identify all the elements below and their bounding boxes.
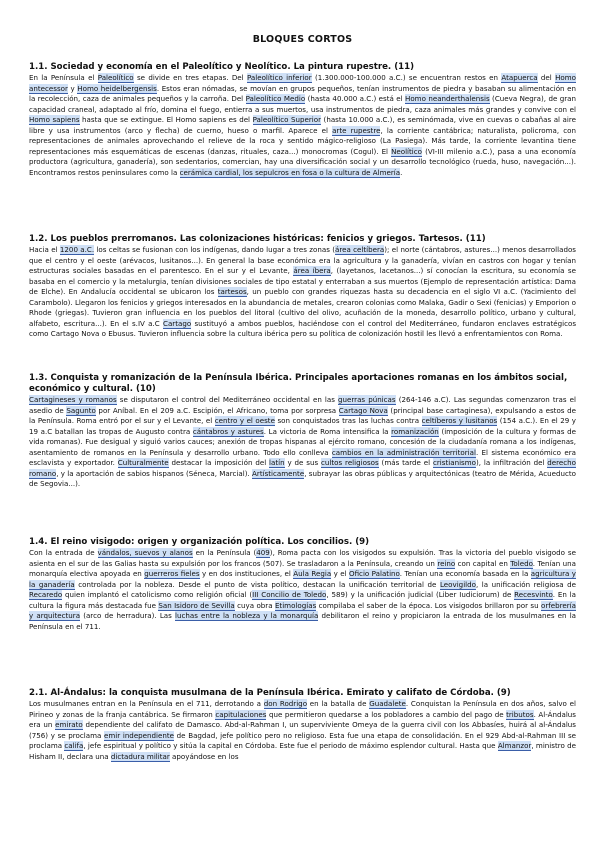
highlighted-term: Almanzor bbox=[497, 741, 532, 751]
highlighted-term: Paleolítico bbox=[97, 73, 134, 82]
highlighted-term: arte rupestre bbox=[332, 125, 381, 135]
highlighted-term: Aula Regia bbox=[293, 569, 332, 579]
highlighted-term: 409 bbox=[256, 548, 270, 557]
highlighted-term: Atapuerca bbox=[501, 73, 538, 82]
highlighted-term: capitulaciones bbox=[215, 709, 267, 719]
highlighted-term: guerreros fieles bbox=[144, 569, 200, 579]
highlighted-term: Homo heidelbergensis bbox=[77, 83, 157, 93]
section-1-4 bbox=[29, 537, 576, 632]
page-title: BLOQUES CORTOS bbox=[252, 34, 353, 45]
highlighted-term: celtíberos y lusitanos bbox=[421, 416, 498, 426]
section-heading: 2.1. Al-Ándalus: la conquista musulmana de la Península Ibérica. Emirato y califato de Córdoba. (9) bbox=[29, 688, 511, 698]
section-heading: 1.4. El reino visigodo: origen y organización política. Los concilios. (9) bbox=[29, 537, 370, 547]
highlighted-term: Cartago bbox=[163, 318, 192, 328]
section-body: Hacia el 1200 a.C. los celtas se fusionan con los indígenas, dando lugar a tres zonas (área celtíbera); el norte (cántabros, astures...) menos desarrollados que el centro y el oeste (arévacos, lusitanos...). En general la base económica era la agricultura y la ganadería, vivían en castros con hogar y tenían estructuras sociales basadas en el parentesco. En el sur y el Levante, área íbera, (layetanos, lacetanos...) sí conocían la escritura, su economía se basaba en el comercio y la metalurgia, tenían divisiones sociales de tipo estatal y enterraban a sus muertos (Ejemplo de representación artística: Dama de Elche). En Andalucía occidental se ubicaron los tartesos, un pueblo con grandes riquezas hasta su decadencia en el siglo VI a.C. (Yacimiento del Carambolo). Llegaron los fenicios y griegos interesados en la abundancia de metales, crearon colonias como Malaka, Gadir o Sexi (fenicias) y Emporion o Rhode (griegas). Tuvieron gran influencia en los pueblos del litoral (cultivo del olivo, acuñación de la moneda, desarrollo político, urbano y cultural, alfabeto, escritura...). En el s.IV a.C Cartago sustituyó a ambos pueblos, haciéndose con el control del Mediterráneo, fundaron enclaves estratégicos como Cartago Nova o Ebusus. Tuvieron influencia sobre la cultura ibérica pero su política de colonización hostil les llevó a enfrentamientos con Roma. bbox=[29, 245, 577, 339]
highlighted-term: Artísticamente bbox=[252, 468, 305, 478]
highlighted-term: Leovigildo bbox=[439, 579, 476, 589]
section-body: Los musulmanes entran en la Península en el 711, derrotando a don Rodrigo en la batalla de Guadalete. Conquistan la Península en dos años, salvo el Pirineo y zonas de la franja cantábrica. Se firmaron capitulaciones que permitieron quedarse a los pobladores a cambio del pago de tributos. Al-Ándalus era un emirato dependiente del califato de Damasco. Abd-al-Rahman I, un superviviente Omeya de la guerra civil con los Abbasíes, huirá al al-Ándalus (756) y se proclama emir independiente de Bagdad, jefe político pero no religioso. Esta fue una etapa de consolidación. En el 929 Abd-al-Rahman III se proclama califa, jefe espiritual y político y sitúa la capital en Córdoba. Este fue el periodo de máximo esplendor cultural. Hasta que Almanzor, ministro de Hisham II, declara una dictadura militar apoyándose en los bbox=[29, 699, 577, 761]
highlighted-term: cerámica cardial, los sepulcros en fosa o la cultura de Almería bbox=[179, 167, 401, 177]
highlighted-term: Culturalmente bbox=[117, 458, 169, 468]
highlighted-term: Oficio Palatino bbox=[349, 569, 400, 579]
highlighted-term: emir independiente bbox=[104, 730, 175, 740]
highlighted-term: cambios en la administración territorial bbox=[331, 447, 476, 457]
highlighted-term: cántabros y astures bbox=[192, 426, 264, 436]
highlighted-term: reino bbox=[437, 558, 456, 568]
highlighted-term: cristianismo bbox=[432, 458, 476, 468]
highlighted-term: cultos religiosos bbox=[321, 458, 379, 468]
section-2-1 bbox=[29, 688, 576, 762]
highlighted-term: dictadura militar bbox=[110, 751, 170, 761]
highlighted-term: Sagunto bbox=[66, 405, 96, 415]
highlighted-term: Homo sapiens bbox=[29, 115, 80, 125]
highlighted-term: orfebrería y arquitectura bbox=[29, 600, 576, 621]
highlighted-term: Cartagineses y romanos bbox=[29, 395, 117, 404]
highlighted-term: romanización bbox=[391, 426, 439, 436]
highlighted-term: área celtíbera bbox=[335, 245, 385, 254]
highlighted-term: vándalos, suevos y alanos bbox=[97, 548, 193, 557]
highlighted-term: don Rodrigo bbox=[263, 699, 308, 708]
section-heading: 1.2. Los pueblos prerromanos. Las colonizaciones históricas: fenicios y griegos. Tartesos. (11) bbox=[29, 234, 486, 244]
highlighted-term: Homo antecessor bbox=[29, 73, 576, 93]
highlighted-term: agricultura y la ganadería bbox=[29, 569, 576, 589]
section-body: Cartagineses y romanos se disputaron el control del Mediterráneo occidental en las guerras púnicas (264-146 a.C). Las segundas comenzaron tras el asedio de Sagunto por Aníbal. En el 209 a.C. Escipión, el Africano, toma por sorpresa Cartago Nova (principal base cartaginesa), expulsando a estos de la Península. Roma entró por el sur y el Levante, el centro y el oeste son conquistados tras las luchas contra celtíberos y lusitanos (154 a.C.). En el 29 y 19 a.C batallan las tropas de Augusto contra cántabros y astures. La victoria de Roma intensifica la romanización (imposición de la cultura y formas de vida romanas). Fue desigual y siguió varios cauces; anexión de tropas hispanas al ejército romano, concesión de la ciudadanía romana a los indígenas, asentamiento de romanos en la Península y desarrollo urbano. Todo ello conlleva cambios en la administración territorial. El sistema económico era esclavista y exportador. Culturalmente destacar la imposición del latín y de sus cultos religiosos (más tarde el cristianismo), la infiltración del derecho romano, y la aportación de sabios hispanos (Séneca, Marcial). Artísticamente, subrayar las obras públicas y arquitectónicas (teatro de Mérida, Acueducto de Segovia...). bbox=[29, 395, 577, 489]
highlighted-term: Recesvinto bbox=[514, 590, 553, 600]
highlighted-term: derecho romano bbox=[29, 458, 576, 478]
highlighted-term: califa bbox=[64, 741, 84, 751]
highlighted-term: centro y el oeste bbox=[214, 416, 275, 426]
highlighted-term: Recaredo bbox=[29, 590, 63, 600]
highlighted-term: San Isidoro de Sevilla bbox=[158, 600, 235, 610]
highlighted-term: III Concilio de Toledo bbox=[252, 590, 327, 600]
highlighted-term: Toledo bbox=[510, 558, 533, 568]
section-1-2 bbox=[29, 234, 576, 340]
highlighted-term: tartesos bbox=[217, 287, 247, 297]
highlighted-term: Etimologías bbox=[274, 600, 317, 610]
highlighted-term: tributos bbox=[506, 709, 534, 719]
highlighted-term: Paleolítico inferior bbox=[246, 73, 312, 82]
section-1-1 bbox=[29, 62, 576, 178]
highlighted-term: Homo neanderthalensis bbox=[405, 94, 490, 104]
highlighted-term: Paleolítico Medio bbox=[245, 94, 306, 104]
highlighted-term: 1200 a.C. bbox=[59, 245, 95, 254]
section-body: Con la entrada de vándalos, suevos y alanos en la Península (409), Roma pacta con los visigodos su expulsión. Tras la victoria del pueblo visigodo se asienta en el sur de las Galias hasta su expulsión por los francos (507). Se trasladaron a la Península, creando un reino con capital en Toledo. Tenían una monarquía electiva apoyada en guerreros fieles y en dos instituciones, el Aula Regia y el Oficio Palatino. Tenían una economía basada en la agricultura y la ganadería controlada por la nobleza. Desde el punto de vista político, destacan la unificación territorial de Leovigildo, la unificación religiosa de Recaredo quien implantó el catolicismo como religión oficial (III Concilio de Toledo, 589) y la unificación judicial (Liber Iudiciorum) de Recesvinto. En la cultura la figura más destacada fue San Isidoro de Sevilla cuya obra Etimologías compilaba el saber de la época. Los visigodos brillaron por su orfebrería y arquitectura (arco de herradura). Las luchas entre la nobleza y la monarquía debilitaron el reino y propiciaron la entrada de los musulmanes en la Península en el 711. bbox=[29, 548, 577, 631]
section-1-3 bbox=[29, 373, 576, 490]
highlighted-term: Neolítico bbox=[391, 146, 423, 156]
section-heading: 1.1. Sociedad y economía en el Paleolítico y Neolítico. La pintura rupestre. (11) bbox=[29, 62, 415, 72]
section-heading: 1.3. Conquista y romanización de la Península Ibérica. Principales aportaciones romanas en los ámbitos social, económico y cultural. (10) bbox=[29, 373, 568, 394]
highlighted-term: área íbera bbox=[293, 266, 331, 276]
highlighted-term: luchas entre la nobleza y la monarquía bbox=[174, 611, 319, 621]
highlighted-term: Cartago Nova bbox=[338, 405, 388, 415]
highlighted-term: latín bbox=[269, 458, 285, 468]
highlighted-term: Paleolítico Superior bbox=[252, 115, 322, 125]
highlighted-term: emirato bbox=[55, 720, 83, 730]
highlighted-term: Guadalete bbox=[369, 699, 406, 708]
section-body: En la Península el Paleolítico se divide en tres etapas. Del Paleolítico inferior (1.300.000-100.000 a.C.) se encuentran restos en Atapuerca del Homo antecessor y Homo heidelbergensis. Estos eran nómadas, se movían en grupos pequeños, tenían instrumentos de piedra y basaban su alimentación en la recolección, caza de animales pequeños y la carroña. Del Paleolítico Medio (hasta 40.000 a.C.) está el Homo neanderthalensis (Cueva Negra), de gran capacidad craneal, adaptado al frío, domina el fuego, entierra a sus muertos, usa instrumentos de piedra, caza animales más grandes y convive con el Homo sapiens hasta que se extingue. El Homo sapiens es del Paleolítico Superior (hasta 10.000 a.C.), es seminómada, vive en cuevas o cabañas al aire libre y usa instrumentos (arco y flecha) de cuerno, hueso o marfil. Aparece el arte rupestre, la corriente cantábrica; naturalista, policroma, con representaciones de animales aprovechando el relieve de la roca y sentido mágico-religioso (La Pasiega). Más tarde, la corriente levantina tiene representaciones más esquemáticas de escenas (danzas, rituales, caza...) monocromas (Cogul). El Neolítico (VI-III milenio a.C.), pasa a una economía productora (agricultura, ganadería), son sedentarios, comercian, hay una diversificación social y un desarrollo tecnológico (rueda, huso, navegación...). Encontramos restos peninsulares como la cerámica cardial, los sepulcros en fosa o la cultura de Almería. bbox=[29, 73, 576, 177]
highlighted-term: guerras púnicas bbox=[338, 395, 396, 404]
